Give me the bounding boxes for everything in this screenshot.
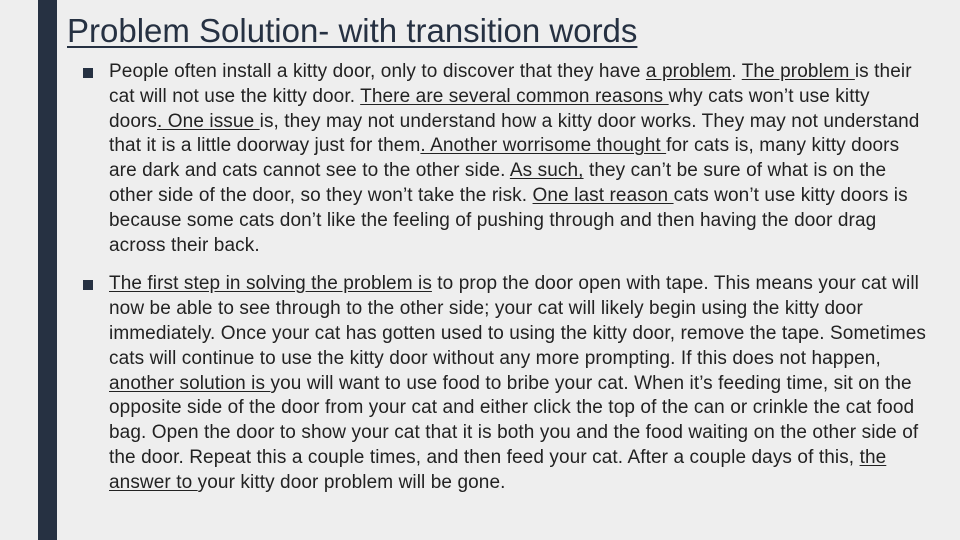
transition-phrase: . Another worrisome thought — [420, 135, 667, 157]
transition-phrase: the answer to — [109, 446, 887, 493]
text-segment: . — [731, 61, 742, 82]
transition-phrase: a problem — [645, 61, 732, 82]
text-segment: cats won’t use kitty doors is because some cats don’t like the feeling of pushing through and then having the door drag across their back. — [109, 184, 908, 256]
bullet-text — [109, 273, 926, 492]
transition-phrase: . One issue — [157, 110, 260, 132]
square-bullet-icon — [83, 280, 93, 290]
transition-phrase: As such, — [509, 160, 584, 182]
slide-title: Problem Solution- with transition words — [67, 12, 638, 49]
text-segment: your kitty door problem will be gone. — [197, 471, 506, 493]
transition-phrase: another solution is — [109, 372, 271, 394]
accent-side-bar — [38, 0, 57, 540]
text-segment: you will want to use food to bribe your cat. When it’s feeding time, sit on the opposite side of the door from your cat and either click the top of the can or crinkle the cat food bag. Open the door to show your cat that it is both you and the food waiting on the other side of the door. Repeat this a couple times, and then feed your cat. After a couple days of this, — [109, 372, 919, 468]
text-segment: why cats won’t use kitty doors — [109, 85, 870, 132]
bullet-list — [83, 60, 928, 496]
text-segment: People often install a kitty door, only to discover that they have — [109, 61, 646, 82]
text-segment: they can’t be sure of what is on the other side of the door, so they won’t take the risk. — [109, 160, 887, 206]
transition-phrase: One last reason — [532, 184, 674, 206]
text-segment: to prop the door open with tape. This means your cat will now be able to see through to the other side; your cat will likely begin using the kitty door immediately. Once your cat has gotten used to using the kitty door, remove the tape. Sometimes cats will continue to use the kitty door without any more prompting. If this does not happen, — [109, 273, 926, 369]
bullet-text — [109, 61, 919, 256]
square-bullet-icon — [83, 68, 93, 78]
bullet-paragraph-solution — [83, 272, 928, 495]
transition-phrase: The problem — [741, 61, 855, 82]
text-segment: for cats is, many kitty doors are dark and cats cannot see to the other side. — [109, 135, 900, 182]
transition-phrase: There are several common reasons — [360, 85, 669, 107]
transition-phrase: The first step in solving the problem is — [109, 273, 432, 295]
text-segment: is their cat will not use the kitty door. — [109, 61, 912, 107]
text-segment: is, they may not understand how a kitty door works. They may not understand that it is a little doorway just for them — [109, 110, 920, 157]
bullet-paragraph-problem — [83, 60, 928, 258]
